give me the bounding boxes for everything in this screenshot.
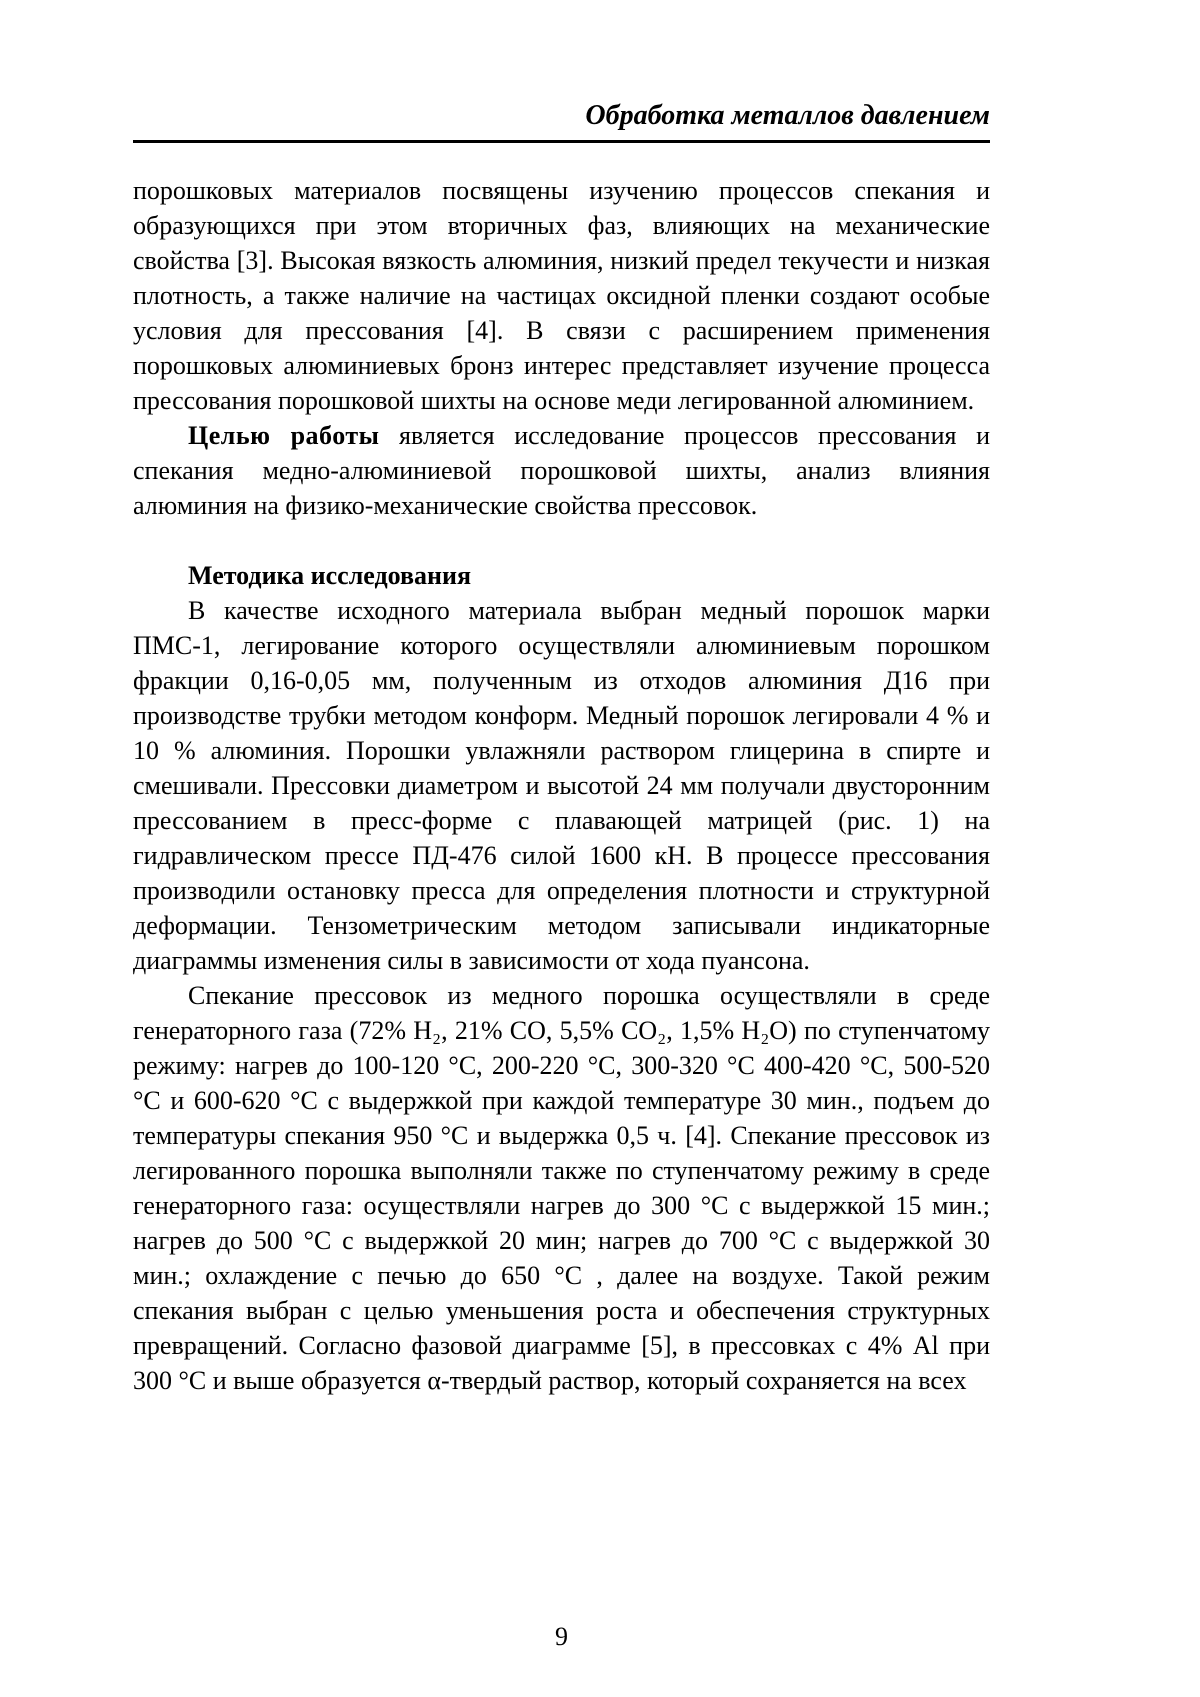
section-heading: Методика исследования — [188, 561, 472, 590]
paragraph-methodology: В качестве исходного материала выбран медный порошок марки ПМС-1, легирование которого осуществляли алюминиевым порошком фракции 0,16-0,05 мм, полученным из отходов алюминия Д16 при производстве трубки методом конформ. Медный порошок легировали 4 % и 10 % алюминия. Порошки увлажняли раствором глицерина в спирте и смешивали. Прессовки диаметром и высотой 24 мм получали двусторонним прессованием в пресс-форме с плавающей матрицей (рис. 1) на гидравлическом прессе ПД-476 силой 1600 кН. В процессе прессования производили остановку пресса для определения плотности и структурной деформации. Тензометрическим методом записывали индикаторные диаграммы изменения силы в зависимости от хода пуансона. — [133, 596, 990, 975]
paragraph-continuation: порошковых материалов посвящены изучению процессов спекания и образующихся при этом вторичных фаз, влияющих на механические свойства [3]. Высокая вязкость алюминия, низкий предел текучести и низкая плотность, а также наличие на частицах оксидной пленки создают особые условия для прессования [4]. В связи с расширением применения порошковых алюминиевых бронз интерес представляет изучение процесса прессования порошковой шихты на основе меди легированной алюминием. — [133, 176, 990, 415]
running-header-text: Обработка металлов давлением — [585, 100, 990, 131]
header-rule — [133, 140, 990, 143]
paragraph-sintering: Спекание прессовок из медного порошка осуществляли в среде генераторного газа (72% H₂, 21% CO, 5,5% CO₂, 1,5% H₂O) по ступенчатому режиму: нагрев до 100-120 °С, 200-220 °С, 300-320 °С 400-420 °С, 500-520 °С и 600-620 °С с выдержкой при каждой температуре 30 мин., подъем до температуры спекания 950 °С и выдержка 0,5 ч. [4]. Спекание прессовок из легированного порошка выполняли также по ступенчатому режиму в среде генераторного газа: осуществляли нагрев до 300 °С с выдержкой 15 мин.; нагрев до 500 °С с выдержкой 20 мин; нагрев до 700 °С с выдержкой 30 мин.; охлаждение с печью до 650 °С , далее на воздухе. Такой режим спекания выбран с целью уменьшения роста и обеспечения структурных превращений. Согласно фазовой диаграмме [5], в прессовках с 4% Al при 300 °С и выше образуется α-твердый раствор, который сохраняется на всех — [133, 981, 990, 1395]
paragraph-goal — [133, 418, 990, 523]
paragraph-goal-text: является исследование процессов прессования и спекания медно-алюминиевой порошковой шихты, анализ влияния алюминия на физико-механические свойства прессовок. — [133, 421, 990, 520]
page-number: 9 — [555, 1622, 568, 1651]
paragraph-goal-bold-lead: Целью работы — [188, 421, 380, 450]
running-header — [133, 100, 990, 140]
page-body — [133, 173, 990, 1398]
